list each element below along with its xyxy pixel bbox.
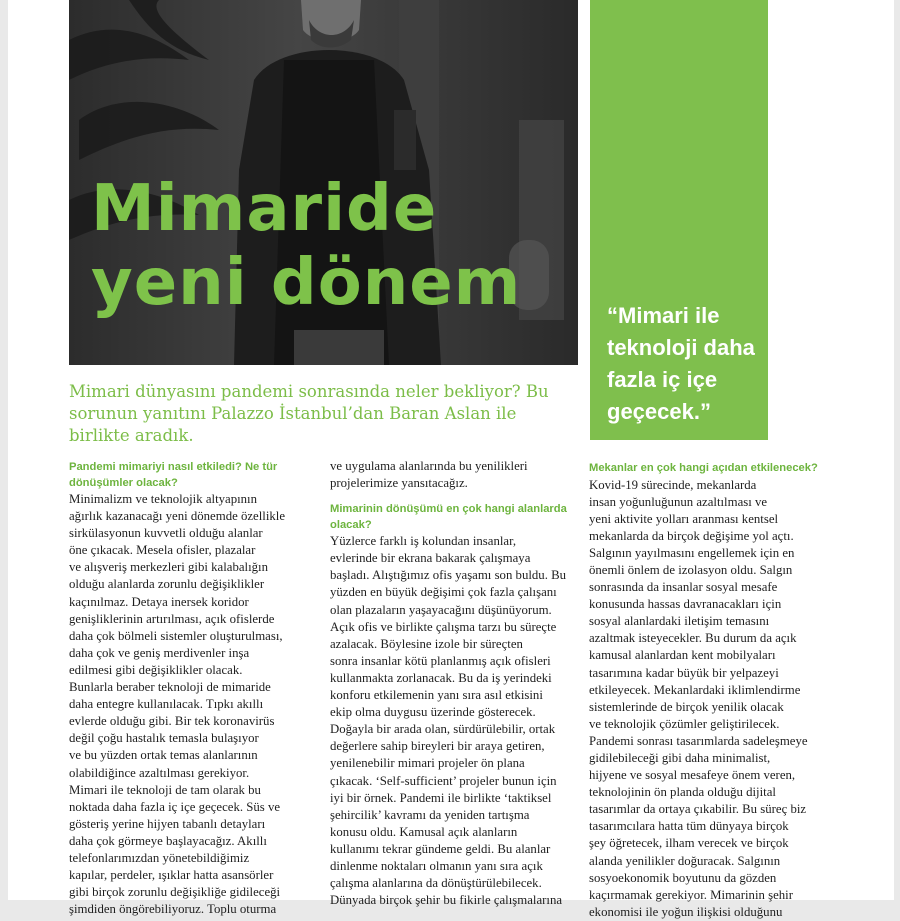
body-line: şey öğretecek, ilham verecek ve birçok <box>589 836 789 851</box>
answer-body <box>589 477 827 921</box>
column-3 <box>589 461 827 921</box>
body-line: dinlenme noktaları olmanın yanı sıra açık <box>330 858 543 873</box>
body-line: çalışma alanlarına da dönüştürülebilecek. <box>330 876 542 891</box>
body-line: tasarımcılara hatta tüm dünyaya birçok <box>589 819 789 834</box>
body-line: konusunda hassas davranacakları için <box>589 597 782 612</box>
body-line: ağırlık kazanacağı yeni dönemde özellikle <box>69 509 286 524</box>
body-line: hijyene ve sosyal mesafeye önem veren, <box>589 768 796 783</box>
body-line: olabildiğince azaltılması gerekiyor. <box>69 765 250 780</box>
body-line: Kovid-19 sürecinde, mekanlarda <box>589 477 757 492</box>
body-line: teknolojinin ön planda olduğu dijital <box>589 785 776 800</box>
body-line: daha çok görmeye başlayacağız. Akıllı <box>69 833 267 848</box>
body-line: ve alışveriş merkezleri gibi kalabalığın <box>69 560 268 575</box>
body-line: evlerinde bir ekrana bakarak çalışmaya <box>330 551 531 566</box>
body-line: tasarımlar da ortaya çıkabilir. Bu süreç biz <box>589 802 807 817</box>
title-line-1: Mimaride <box>91 172 438 246</box>
magazine-page <box>8 0 894 919</box>
body-line: sistemlerinde de birçok yenilik olacak <box>589 699 784 714</box>
body-line: daha çok ve geniş merdivenler inşa <box>69 645 250 660</box>
body-line: çıkacak. ‘Self-sufficient’ projeler bunun için <box>330 773 557 788</box>
body-line: olduğu alanlarda zorunlu değişiklikler <box>69 577 265 592</box>
body-line: sosyal alanlardaki iletişim temasını <box>589 614 770 629</box>
question-heading: Mimarinin dönüşümü en çok hangi alanlarda olacak? <box>330 503 567 531</box>
body-line: ekonomisi ile yoğun ilişkisi olduğunu <box>589 904 783 919</box>
body-line: daha çok bölmeli sistemler oluşturulması, <box>69 628 283 643</box>
body-line: yeni aktivite yolları aranması kentsel <box>589 511 779 526</box>
body-line: etkileyecek. Mekanlardaki iklimlendirme <box>589 682 801 697</box>
column-2 <box>330 458 570 909</box>
body-line: noktada daha fazla iç içe geçecek. Süs ve <box>69 799 281 814</box>
body-line: değil çoğu hastalık temasla bulaşıyor <box>69 731 259 746</box>
body-line: kaçınılmaz. Detaya inersek koridor <box>69 594 249 609</box>
body-line: Minimalizm ve teknolojik altyapının <box>69 492 258 506</box>
body-line: Salgının yayılmasını engellemek için en <box>589 545 795 560</box>
body-line: önemli önlem de izolasyon oldu. Salgın <box>589 562 793 577</box>
title-line-2: yeni dönem <box>91 246 522 320</box>
body-line: Yüzlerce farklı iş kolundan insanlar, <box>330 534 517 549</box>
body-line: mekanlarda da birçok değişime yol açtı. <box>589 528 794 543</box>
body-line: yüzden en büyük değişimi çok fazla çalışanı <box>330 585 557 600</box>
body-line: azaltmak isteyecekler. Bu durum da açık <box>589 631 797 646</box>
column-1 <box>69 460 305 918</box>
body-line: kullanımı tekrar gündeme geldi. Bu alanlar <box>330 841 551 856</box>
paragraph-gap <box>330 492 570 502</box>
pull-quote: “Mimari ile teknoloji daha fazla iç içe geçecek.” <box>607 303 755 424</box>
body-line: ve uygulama alanlarında bu yenilikleri <box>330 459 528 473</box>
body-line: Açık ofis ve birlikte çalışma tarzı bu süreçte <box>330 619 557 634</box>
body-line: gösteriş yerine hijyen tabanlı detayları <box>69 816 266 831</box>
body-line: ve teknolojik çözümler geliştirilecek. <box>589 716 780 731</box>
answer-body <box>330 533 570 909</box>
body-line: kaçırmamak gerekiyor. Mimarinin şehir <box>589 887 793 902</box>
body-line: kullanmakta zorlanacak. Bu da iş yerindeki <box>330 670 552 685</box>
body-line: sonrasında da insanlar sosyal mesafe <box>589 580 778 595</box>
question-heading: Mekanlar en çok hangi açıdan etkilenecek? <box>589 462 818 474</box>
body-line: daha entegre kullanılacak. Tıpkı akıllı <box>69 697 264 712</box>
body-line: insan yoğunluğunun azaltılması ve <box>589 494 768 509</box>
body-line: Dünyada birçok şehir bu fikirle çalışmalarına <box>330 893 563 908</box>
body-line: gibi birçok zorunlu değişikliğe gidileceği <box>69 885 281 900</box>
answer-body <box>69 491 305 918</box>
body-line: değerlere sahip bireyleri bir araya getiren, <box>330 739 545 754</box>
body-line: tasarımına kadar büyük bir yelpazeyi <box>589 665 779 680</box>
body-line: Pandemi sonrası tasarımlarda sadeleşmeye <box>589 733 808 748</box>
body-line: başladı. Alıştığımız ofis yaşamı son buldu. Bu <box>330 568 567 583</box>
body-line: alanda yenilikler doğuracak. Salgının <box>589 853 781 868</box>
body-line: gidilebileceği gibi daha minimalist, <box>589 751 771 765</box>
body-line: edilmesi gibi değişiklikler olacak. <box>69 662 243 677</box>
article-title <box>91 172 521 320</box>
body-line: ve bu yüzden ortak temas alanlarının <box>69 748 258 763</box>
body-line: sosyoekonomik boyutunu da gözden <box>589 870 777 885</box>
question-heading: Pandemi mimariyi nasıl etkiledi? Ne tür dönüşümler olacak? <box>69 461 278 489</box>
body-line: Doğayla bir arada olan, sürdürülebilir, ortak <box>330 722 556 737</box>
body-line: Mimari ile teknoloji de tam olarak bu <box>69 782 261 797</box>
body-line: ekip olma duygusu üzerinde gösterecek. <box>330 705 536 720</box>
body-line: iyi bir örnek. Pandemi ile birlikte ‘taktiksel <box>330 790 552 805</box>
body-line: evlerde olduğu gibi. Bir tek koronavirüs <box>69 714 275 729</box>
body-line: yenilenebilir mimari projeler ön plana <box>330 756 525 771</box>
body-line: şimdiden öngörebiliyoruz. Toplu oturma <box>69 902 277 917</box>
body-line: konforu etkilemenin yanı sıra asıl etkisini <box>330 688 543 703</box>
pull-quote-panel <box>590 0 768 440</box>
body-line: telefonlarımızdan yönetebildiğimiz <box>69 850 250 865</box>
body-line: konusu oldu. Kamusal açık alanların <box>330 824 518 839</box>
body-line: projelerimize yansıtacağız. <box>330 476 468 491</box>
article-intro: Mimari dünyasını pandemi sonrasında neler bekliyor? Bu sorunun yanıtını Palazzo İstanbul’dan Baran Aslan ile birlikte aradık. <box>69 382 549 445</box>
body-line: azalacak. Böylesine izole bir süreçten <box>330 636 523 651</box>
body-line: sirkülasyonun kuvvetli olduğu alanlar <box>69 526 263 541</box>
body-line: kamusal alanlardan kent mobilyaları <box>589 648 776 663</box>
body-line: şehircilik’ kavramı da yeniden tartışma <box>330 807 530 822</box>
body-line: Bunlarla beraber teknoloji de mimaride <box>69 680 271 695</box>
body-line: sonra insanlar kötü planlanmış açık ofisleri <box>330 653 551 668</box>
body-line: genişliklerinin artırılması, açık ofislerde <box>69 611 275 626</box>
body-line: olan plazaların yaşayacağını düşünüyorum. <box>330 602 552 617</box>
body-line: kapılar, perdeler, ışıklar hatta asansörler <box>69 868 274 883</box>
hero-photo <box>69 0 578 365</box>
body-line: öne çıkacak. Mesela ofisler, plazalar <box>69 543 256 558</box>
